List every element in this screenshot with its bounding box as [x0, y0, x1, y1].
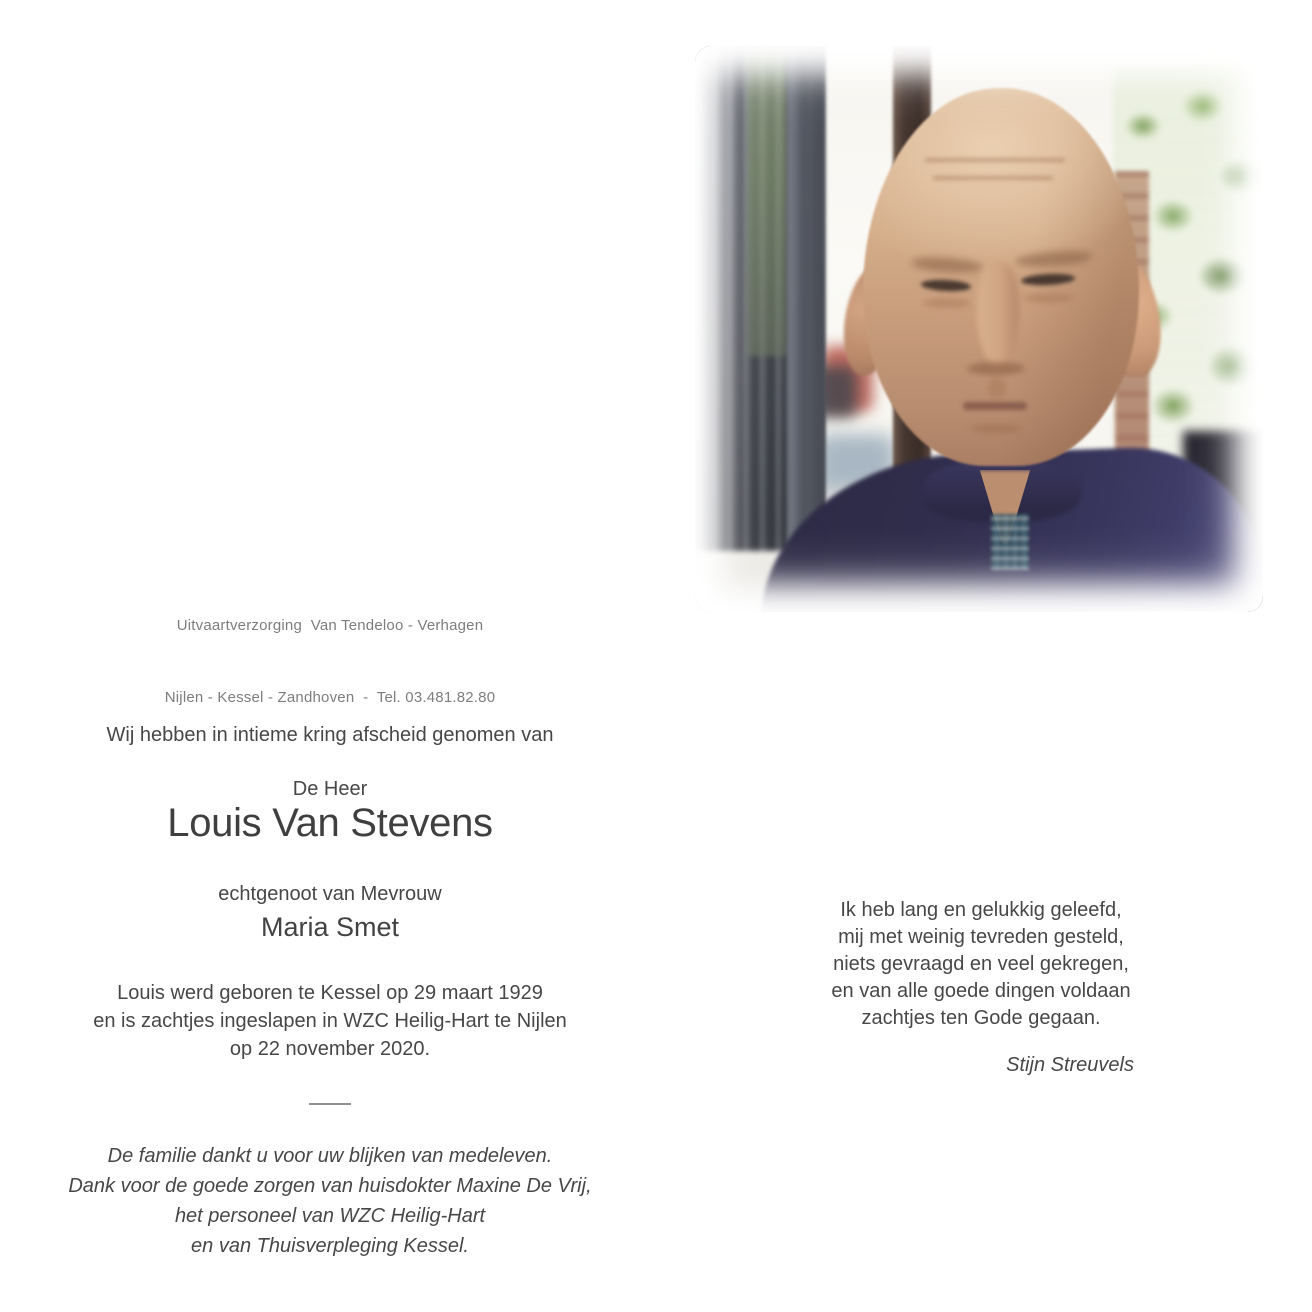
poem-author: Stijn Streuvels [1006, 1054, 1134, 1076]
poem [826, 897, 1136, 1079]
thanks-line: De familie dankt u voor uw blijken van medeleven. [107, 1145, 553, 1167]
death-date-line: op 22 november 2020. [229, 1038, 431, 1060]
spouse-name: Maria Smet [260, 912, 400, 942]
divider-line [309, 1103, 351, 1105]
thanks-line: Dank voor de goede zorgen van huisdokter Maxine De Vrij, [68, 1175, 592, 1197]
birth-line: Louis werd geboren te Kessel op 29 maart 1929 [117, 982, 543, 1004]
thanks-paragraph [0, 1141, 660, 1261]
announcement-intro: Wij hebben in intieme kring afscheid genomen van [106, 724, 554, 746]
deceased-name: Louis Van Stevens [167, 801, 493, 845]
poem-line: zachtjes ten Gode gegaan. [861, 1007, 1101, 1029]
thanks-line: en van Thuisverpleging Kessel. [191, 1235, 469, 1257]
poem-line: mij met weinig tevreden gesteld, [838, 926, 1124, 948]
portrait-photo [695, 46, 1263, 612]
poem-line: niets gevraagd en veel gekregen, [833, 953, 1129, 975]
funeral-home-name: Uitvaartverzorging Van Tendeloo - Verhagen [176, 617, 484, 634]
poem-line: Ik heb lang en gelukkig geleefd, [840, 899, 1122, 921]
funeral-home-contact: Nijlen - Kessel - Zandhoven - Tel. 03.481.82.80 [164, 689, 496, 706]
honorific: De Heer [292, 778, 368, 800]
life-details [0, 979, 660, 1063]
photo-feathered-edge [695, 46, 1263, 612]
thanks-line: het personeel van WZC Heilig-Hart [174, 1205, 486, 1227]
poem-line: en van alle goede dingen voldaan [831, 980, 1131, 1002]
spouse-intro: echtgenoot van Mevrouw [218, 883, 442, 905]
death-line: en is zachtjes ingeslapen in WZC Heilig-Hart te Nijlen [93, 1010, 567, 1032]
